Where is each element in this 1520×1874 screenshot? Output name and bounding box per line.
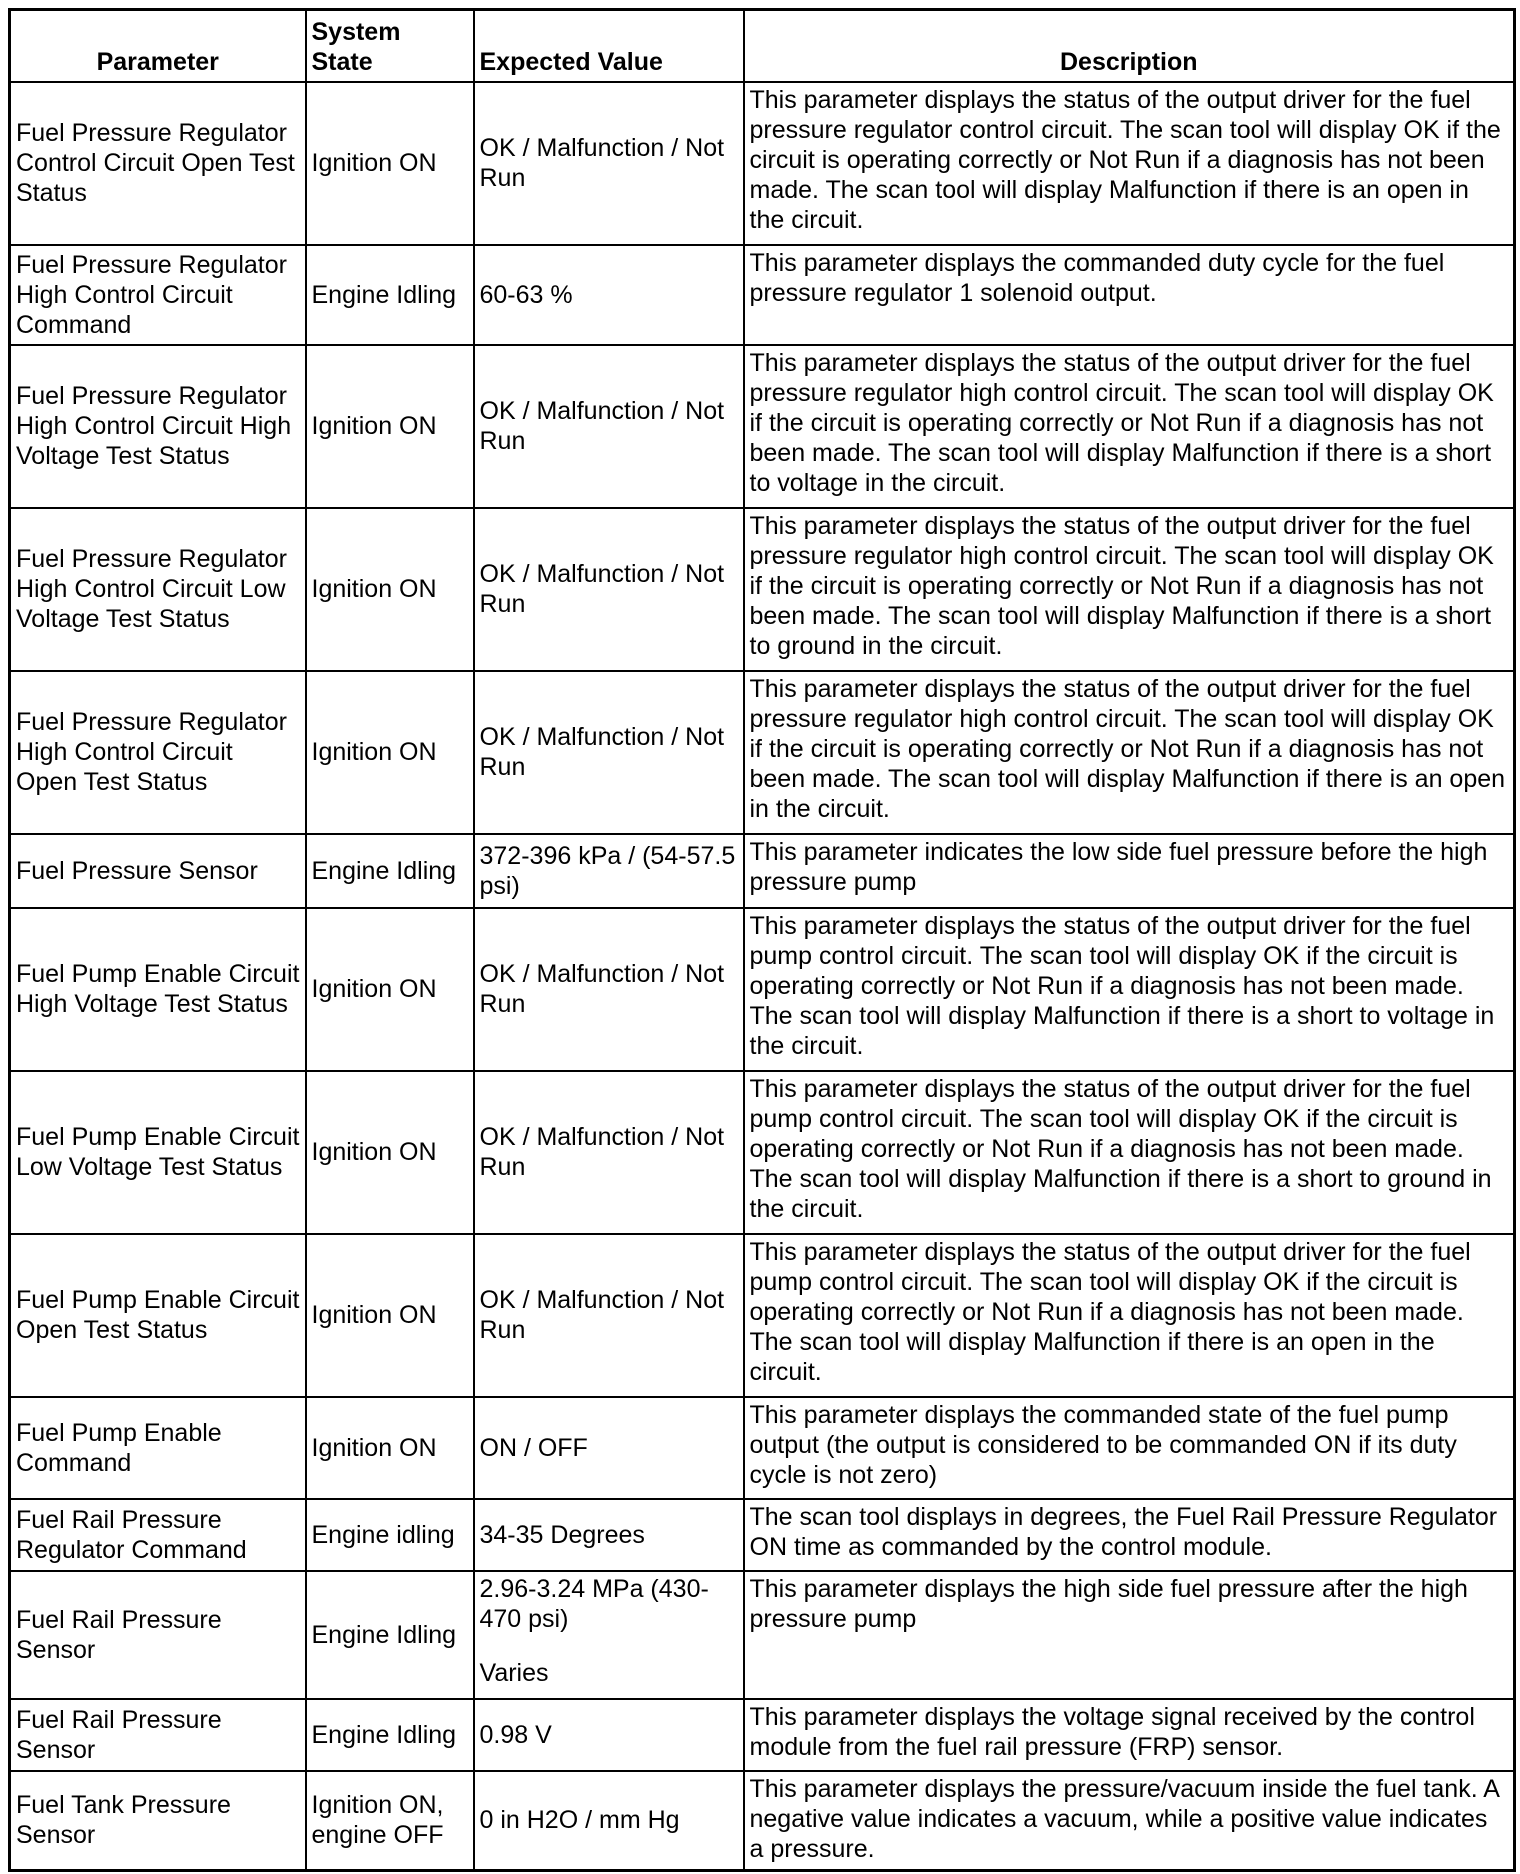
table-row: [10, 1571, 1515, 1699]
description-cell: This parameter displays the commanded duty cycle for the fuel pressure regulator 1 solenoid output.: [744, 245, 1515, 345]
expected-value-cell: [474, 1571, 744, 1699]
parameter-cell: Fuel Tank Pressure Sensor: [10, 1771, 306, 1871]
expected-value-cell: 34-35 Degrees: [474, 1499, 744, 1571]
parameter-cell: Fuel Rail Pressure Regulator Command: [10, 1499, 306, 1571]
table-row: [10, 508, 1515, 671]
description-cell: This parameter displays the voltage signal received by the control module from the fuel rail pressure (FRP) sensor.: [744, 1699, 1515, 1771]
system-state-cell: Engine idling: [306, 1499, 474, 1571]
description-cell: This parameter displays the status of the output driver for the fuel pressure regulator high control circuit. The scan tool will display OK if the circuit is operating correctly or Not Run if a diagnosis has not been made. The scan tool will display Malfunction if there is a short to voltage in the circuit.: [744, 345, 1515, 508]
description-cell: This parameter displays the status of the output driver for the fuel pump control circuit. The scan tool will display OK if the circuit is operating correctly or Not Run if a diagnosis has not been made. The scan tool will display Malfunction if there is a short to ground in the circuit.: [744, 1071, 1515, 1234]
expected-value-note: Varies: [479, 1658, 549, 1687]
expected-value-cell: OK / Malfunction / Not Run: [474, 508, 744, 671]
expected-value-cell: OK / Malfunction / Not Run: [474, 908, 744, 1071]
expected-value-cell: 0 in H2O / mm Hg: [474, 1771, 744, 1871]
system-state-cell: Ignition ON: [306, 1071, 474, 1234]
table-row: [10, 1499, 1515, 1571]
parameter-cell: Fuel Pressure Regulator High Control Circuit Command: [10, 245, 306, 345]
description-cell: This parameter displays the pressure/vacuum inside the fuel tank. A negative value indicates a vacuum, while a positive value indicates a pressure.: [744, 1771, 1515, 1871]
system-state-cell: Engine Idling: [306, 1699, 474, 1771]
table-row: [10, 1397, 1515, 1499]
description-cell: The scan tool displays in degrees, the Fuel Rail Pressure Regulator ON time as commanded by the control module.: [744, 1499, 1515, 1571]
expected-value-cell: OK / Malfunction / Not Run: [474, 1071, 744, 1234]
system-state-cell: Ignition ON: [306, 1397, 474, 1499]
description-cell: This parameter displays the status of the output driver for the fuel pressure regulator high control circuit. The scan tool will display OK if the circuit is operating correctly or Not Run if a diagnosis has not been made. The scan tool will display Malfunction if there is a short to ground in the circuit.: [744, 508, 1515, 671]
parameter-cell: Fuel Pressure Regulator High Control Circuit Open Test Status: [10, 671, 306, 834]
system-state-cell: Ignition ON: [306, 508, 474, 671]
table-row: [10, 1234, 1515, 1397]
parameter-cell: Fuel Pressure Regulator Control Circuit Open Test Status: [10, 82, 306, 245]
parameter-cell: Fuel Rail Pressure Sensor: [10, 1699, 306, 1771]
description-cell: This parameter displays the status of the output driver for the fuel pump control circuit. The scan tool will display OK if the circuit is operating correctly or Not Run if a diagnosis has not been made. The scan tool will display Malfunction if there is an open in the circuit.: [744, 1234, 1515, 1397]
header-row: [10, 10, 1515, 82]
system-state-cell: Ignition ON: [306, 1234, 474, 1397]
description-cell: This parameter displays the status of the output driver for the fuel pressure regulator high control circuit. The scan tool will display OK if the circuit is operating correctly or Not Run if a diagnosis has not been made. The scan tool will display Malfunction if there is an open in the circuit.: [744, 671, 1515, 834]
header-system-state: System State: [306, 10, 474, 82]
parameter-cell: Fuel Pressure Regulator High Control Circuit Low Voltage Test Status: [10, 508, 306, 671]
header-parameter: Parameter: [10, 10, 306, 82]
description-cell: This parameter indicates the low side fuel pressure before the high pressure pump: [744, 834, 1515, 908]
parameter-cell: Fuel Pressure Sensor: [10, 834, 306, 908]
table-row: [10, 1071, 1515, 1234]
parameter-cell: Fuel Pump Enable Command: [10, 1397, 306, 1499]
system-state-cell: Engine Idling: [306, 245, 474, 345]
parameter-cell: Fuel Rail Pressure Sensor: [10, 1571, 306, 1699]
expected-value-cell: OK / Malfunction / Not Run: [474, 1234, 744, 1397]
parameter-cell: Fuel Pump Enable Circuit Open Test Status: [10, 1234, 306, 1397]
parameter-cell: Fuel Pressure Regulator High Control Circuit High Voltage Test Status: [10, 345, 306, 508]
table-row: [10, 345, 1515, 508]
description-cell: This parameter displays the high side fuel pressure after the high pressure pump: [744, 1571, 1515, 1699]
system-state-cell: Ignition ON: [306, 908, 474, 1071]
header-expected-value: Expected Value: [474, 10, 744, 82]
table-row: [10, 834, 1515, 908]
parameter-cell: Fuel Pump Enable Circuit High Voltage Test Status: [10, 908, 306, 1071]
expected-value-cell: OK / Malfunction / Not Run: [474, 345, 744, 508]
table-row: [10, 82, 1515, 245]
system-state-cell: Engine Idling: [306, 834, 474, 908]
system-state-cell: Ignition ON: [306, 82, 474, 245]
expected-value-cell: OK / Malfunction / Not Run: [474, 671, 744, 834]
table-row: [10, 908, 1515, 1071]
system-state-cell: Ignition ON: [306, 671, 474, 834]
expected-value-cell: OK / Malfunction / Not Run: [474, 82, 744, 245]
description-cell: This parameter displays the commanded state of the fuel pump output (the output is considered to be commanded ON if its duty cycle is not zero): [744, 1397, 1515, 1499]
header-description: Description: [744, 10, 1515, 82]
expected-value-cell: 0.98 V: [474, 1699, 744, 1771]
system-state-cell: Ignition ON: [306, 345, 474, 508]
table-row: [10, 671, 1515, 834]
description-cell: This parameter displays the status of the output driver for the fuel pressure regulator control circuit. The scan tool will display OK if the circuit is operating correctly or Not Run if a diagnosis has not been made. The scan tool will display Malfunction if there is an open in the circuit.: [744, 82, 1515, 245]
system-state-cell: Engine Idling: [306, 1571, 474, 1699]
expected-value-text: 2.96-3.24 MPa (430-470 psi): [479, 1574, 709, 1633]
parameter-cell: Fuel Pump Enable Circuit Low Voltage Test Status: [10, 1071, 306, 1234]
expected-value-cell: 60-63 %: [474, 245, 744, 345]
system-state-cell: Ignition ON, engine OFF: [306, 1771, 474, 1871]
parameter-table: [8, 8, 1516, 1872]
description-cell: This parameter displays the status of the output driver for the fuel pump control circuit. The scan tool will display OK if the circuit is operating correctly or Not Run if a diagnosis has not been made. The scan tool will display Malfunction if there is a short to voltage in the circuit.: [744, 908, 1515, 1071]
table-row: [10, 1771, 1515, 1871]
table-row: [10, 245, 1515, 345]
expected-value-cell: ON / OFF: [474, 1397, 744, 1499]
table-row: [10, 1699, 1515, 1771]
expected-value-cell: 372-396 kPa / (54-57.5 psi): [474, 834, 744, 908]
